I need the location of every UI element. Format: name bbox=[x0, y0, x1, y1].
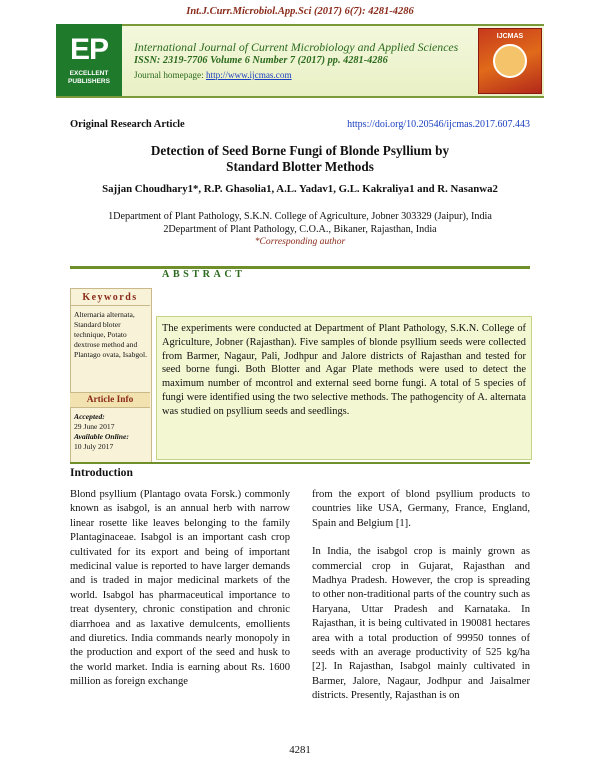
body-column-right bbox=[312, 488, 530, 718]
affiliation-2: 2Department of Plant Pathology, C.O.A., Bikaner, Rajasthan, India bbox=[163, 224, 437, 235]
microbe-icon bbox=[493, 44, 527, 78]
journal-cover-label: IJCMAS bbox=[496, 33, 524, 40]
corresponding-author-note: *Corresponding author bbox=[254, 236, 346, 247]
affiliations bbox=[40, 210, 560, 236]
keywords-heading: Keywords bbox=[82, 292, 138, 303]
keywords-list: Alternaria alternata, Standard bloter technique, Potato dextrose method and Plantago ovata, Isabgol. bbox=[74, 310, 147, 359]
online-date: 10 July 2017 bbox=[74, 442, 114, 451]
affiliation-1: 1Department of Plant Pathology, S.K.N. College of Agriculture, Jobner 303329 (Jaipur), India bbox=[108, 211, 492, 222]
running-citation: Int.J.Curr.Microbiol.App.Sci (2017) 6(7): 4281-4286 bbox=[186, 6, 414, 17]
journal-cover-logo bbox=[478, 28, 542, 94]
intro-divider bbox=[70, 462, 530, 464]
publisher-logo bbox=[56, 24, 122, 96]
accepted-label: Accepted: bbox=[74, 412, 105, 421]
publisher-logo-mark: EP bbox=[69, 33, 109, 66]
journal-homepage bbox=[134, 70, 292, 80]
homepage-label: Journal homepage: bbox=[134, 70, 206, 80]
intro-paragraph-2: from the export of blond psyllium products to countries like USA, Germany, France, England, Spain and Belgium [1]. bbox=[312, 489, 530, 529]
author-list: Sajjan Choudhary1*, R.P. Ghasolia1, A.L. Yadav1, G.L. Kakraliya1 and R. Nasanwa2 bbox=[102, 183, 498, 195]
article-type: Original Research Article bbox=[70, 119, 185, 130]
journal-name: International Journal of Current Microbiology and Applied Sciences bbox=[134, 40, 459, 54]
paper-title bbox=[60, 143, 540, 175]
homepage-link[interactable]: http://www.ijcmas.com bbox=[205, 70, 292, 80]
doi-link[interactable]: https://doi.org/10.20546/ijcmas.2017.607.443 bbox=[347, 119, 530, 130]
intro-paragraph-1: Blond psyllium (Plantago ovata Forsk.) commonly known as isabgol, is an annual herb with narrow linear rosette like leaves belonging to the family Plantaginaceae. Isabgol is an important cash crop cultivated for its export and being of important medicinal value is reported to have larger demands and is traded in major medicinal markets of the world. Isabgol has pharmaceutical importance to treat dysentery, chronic constipation and chronic diarrhoea and as laxative demulcents, emollients and diuretics. India commands nearly monopoly in the production and export of the seed and husk to the world market. India is earning about Rs. 1600 million as foreign exchange bbox=[70, 489, 290, 688]
abstract-divider bbox=[70, 266, 530, 269]
title-line-1: Detection of Seed Borne Fungi of Blonde Psyllium by bbox=[150, 143, 450, 158]
article-info-dates bbox=[74, 412, 148, 452]
article-info-heading: Article Info bbox=[70, 392, 150, 408]
page-number: 4281 bbox=[289, 744, 311, 756]
body-column-left bbox=[70, 488, 290, 704]
keywords-divider bbox=[70, 305, 150, 306]
title-line-2: Standard Blotter Methods bbox=[226, 159, 374, 174]
issn-volume-line: ISSN: 2319-7706 Volume 6 Number 7 (2017) pp. 4281-4286 bbox=[134, 55, 388, 66]
abstract-heading: ABSTRACT bbox=[162, 269, 246, 280]
abstract-text: The experiments were conducted at Department of Plant Pathology, S.K.N. College of Agriculture, Jobner (Rajasthan). Five samples of blonde psyllium seeds were collected from Barmer, Nagaur, Pali, Jodhpur and Jalore districts of Rajasthan and tested for seed borne fungi. Both Blotter and Agar Plate methods were used to detect the maximum number of mcontrol and external seed borne fungi. A total of 5 species of fungi were identified using the two selective methods. The pathogencity of A. alternata was studied on psyllium seeds and seedlings. bbox=[162, 323, 526, 417]
publisher-logo-name: EXCELLENT PUBLISHERS bbox=[68, 70, 110, 85]
introduction-heading: Introduction bbox=[70, 466, 133, 479]
online-label: Available Online: bbox=[74, 432, 129, 441]
accepted-date: 29 June 2017 bbox=[74, 422, 115, 431]
intro-paragraph-3: In India, the isabgol crop is mainly grown as commercial crop in Gujarat, Rajasthan and Madhya Pradesh. However, the crop is spreading to other non-traditional parts of the country such as Haryana, Uttar Pradesh and Karnataka. In Rajasthan, it is being cultivated in 190081 hectares area with a total production of 99950 tonnes of seeds with an average productivity of 525 kg/ha [2]. In Rajasthan, Isabgol mainly cultivated in Barmer, Jalore, Nagaur, Jodhpur and Jaisalmer districts. Presently, Rajasthan is on bbox=[312, 546, 530, 702]
